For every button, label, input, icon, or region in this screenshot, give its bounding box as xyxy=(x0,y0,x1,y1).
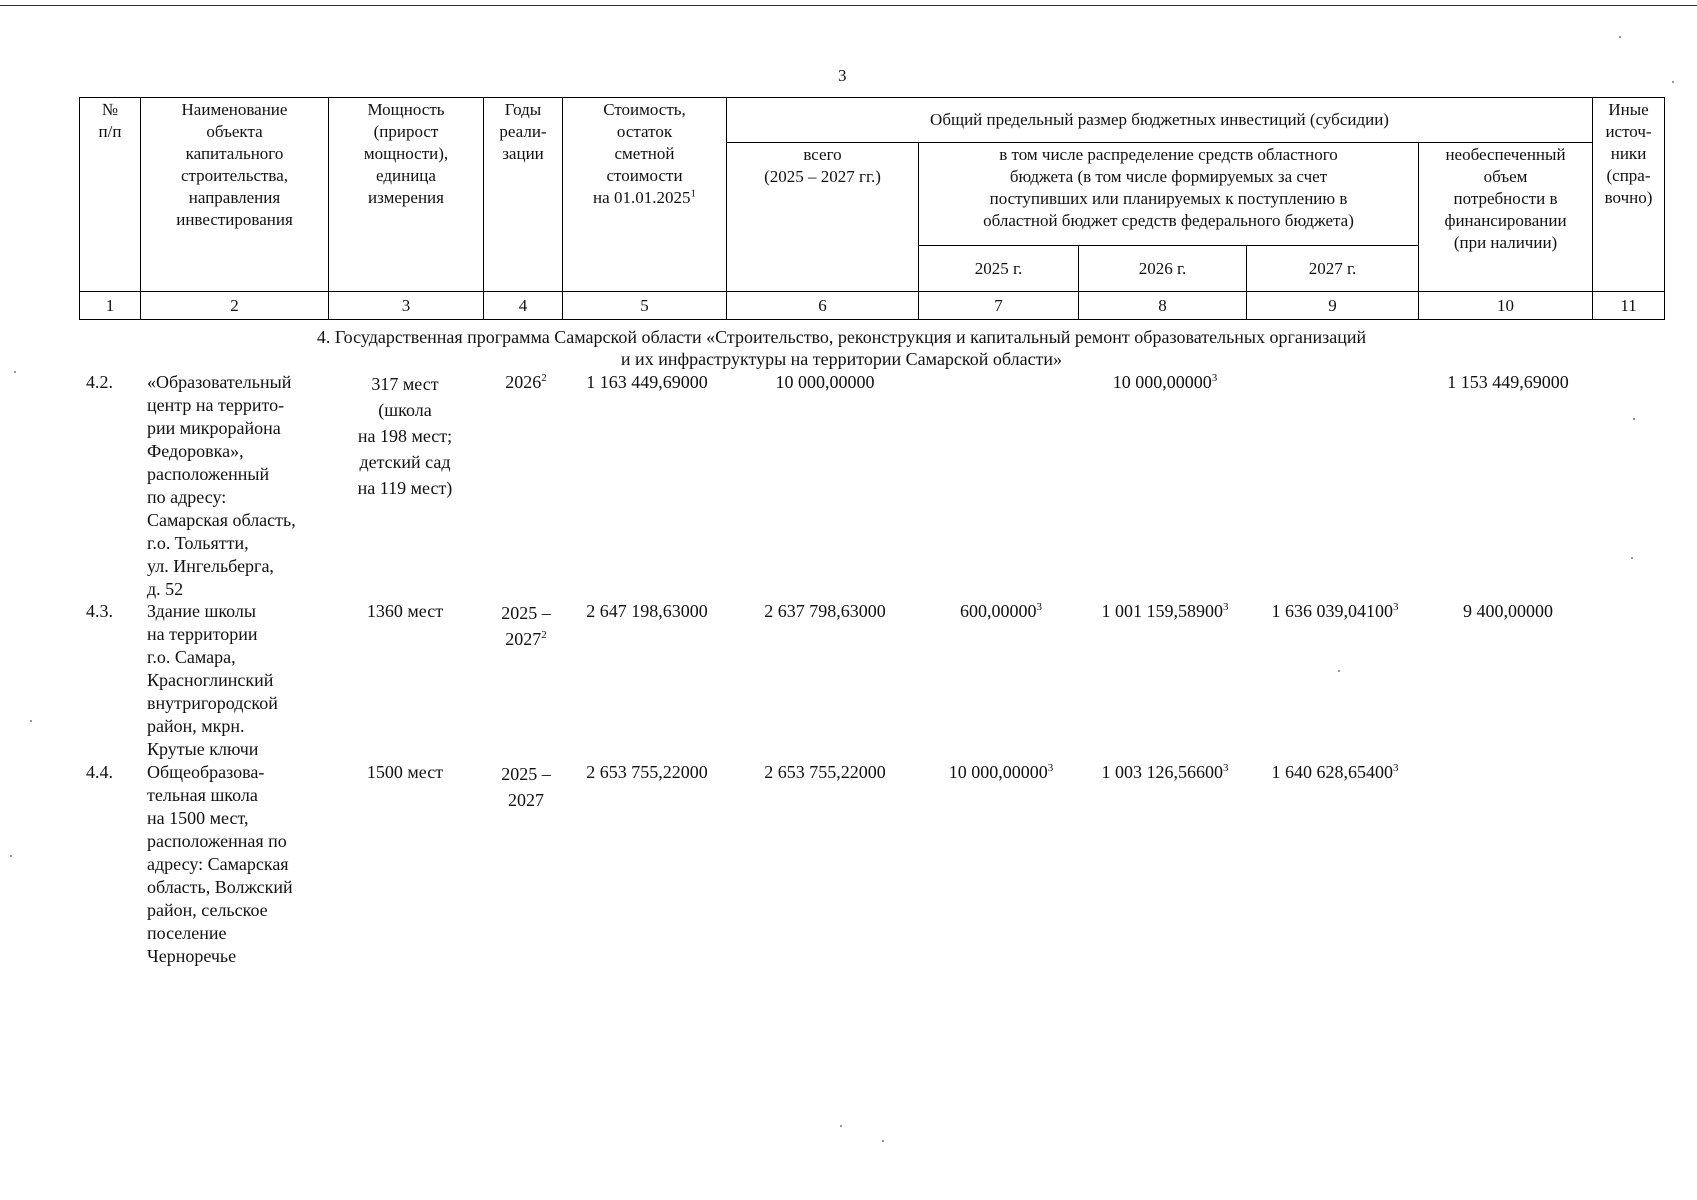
capacity: 317 мест (школа на 198 мест; детский сад на 119 мест) xyxy=(357,374,453,498)
amount-2025 xyxy=(922,761,1080,784)
object-name: «Образовательный центр на террито- рии микрорайона Федоровка», расположенный по адресу: Самарская область, г.о. Тольятти, ул. Ингельберга, д. 52 xyxy=(147,372,296,599)
unsecured: 1 153 449,69000 xyxy=(1447,372,1569,392)
section-title: 4. Государственная программа Самарской области «Строительство, реконструкция и капитальный ремонт образовательных организаций и их инфраструктуры на территории Самарской области» xyxy=(316,327,1367,369)
column-number: 5 xyxy=(563,292,727,320)
header-unsecured: необеспеченный объем потребности в финансировании (при наличии) xyxy=(1419,143,1593,292)
object-name: Общеобразова- тельная школа на 1500 мест, расположенная по адресу: Самарская область, Волжский район, сельское поселение Черноречье xyxy=(147,762,293,966)
scan-speck xyxy=(882,1140,884,1142)
header-years: Годы реали- зации xyxy=(484,98,563,292)
row-number: 4.3. xyxy=(86,601,113,621)
amount-2026-footnote: 3 xyxy=(1211,372,1218,384)
top-border-line xyxy=(0,5,1697,6)
object-name: Здание школы на территории г.о. Самара, Красноглинский внутригородской район, мкрн. Крутые ключи xyxy=(147,601,278,759)
scan-speck xyxy=(840,1125,842,1127)
years xyxy=(486,600,566,652)
amount-2026-footnote: 3 xyxy=(1223,601,1229,613)
column-number: 2 xyxy=(141,292,329,320)
amount-2026-text: 10 000,00000 xyxy=(1112,372,1212,392)
column-number: 10 xyxy=(1419,292,1593,320)
column-number: 6 xyxy=(727,292,919,320)
amount-2027-footnote: 3 xyxy=(1393,601,1399,613)
column-number: 1 xyxy=(80,292,141,320)
column-number: 7 xyxy=(919,292,1079,320)
column-number: 11 xyxy=(1593,292,1665,320)
cost: 2 647 198,63000 xyxy=(586,601,708,621)
scan-speck xyxy=(1672,81,1674,83)
header-year-2026: 2026 г. xyxy=(1079,246,1247,292)
amount-2026-footnote: 3 xyxy=(1223,762,1229,774)
amount-2026-text: 1 003 126,56600 xyxy=(1101,762,1223,782)
header-num: № п/п xyxy=(80,98,141,292)
capacity: 1500 мест xyxy=(366,762,444,782)
years-text: 2026 xyxy=(505,372,542,392)
header-regional: в том числе распределение средств областного бюджета (в том числе формируемых за счет поступивших или планируемых к поступлению в областной бюджет средств федерального бюджета) xyxy=(919,143,1419,246)
header-capacity: Мощность (прирост мощности), единица измерения xyxy=(329,98,484,292)
amount-2025-footnote: 3 xyxy=(1047,762,1054,774)
years-footnote: 2 xyxy=(541,372,547,384)
header-cost-footnote: 1 xyxy=(690,187,696,200)
page-number: 3 xyxy=(838,66,847,85)
scan-speck xyxy=(1619,36,1621,38)
row-number: 4.2. xyxy=(86,372,113,392)
amount-2026-text: 1 001 159,58900 xyxy=(1101,601,1223,621)
header-year-2025: 2025 г. xyxy=(919,246,1079,292)
header-other: Иные источ- ники (спра- вочно) xyxy=(1593,98,1665,292)
column-number: 8 xyxy=(1079,292,1247,320)
header-name: Наименование объекта капитального строительства, направления инвестирования xyxy=(141,98,329,292)
total: 10 000,00000 xyxy=(775,372,875,392)
header-total: всего (2025 – 2027 гг.) xyxy=(727,143,919,292)
cost: 2 653 755,22000 xyxy=(586,762,708,782)
header-cost xyxy=(563,98,727,292)
amount-2025-footnote: 3 xyxy=(1036,601,1042,613)
years-text: 2025 – 2027 xyxy=(501,764,551,810)
amount-2026 xyxy=(1082,761,1248,784)
scan-speck xyxy=(1338,670,1340,672)
unsecured: 9 400,00000 xyxy=(1463,601,1553,621)
capacity: 1360 мест xyxy=(366,601,444,621)
years-text: 2025 – 2027 xyxy=(501,603,551,649)
amount-2026 xyxy=(1082,600,1248,623)
years xyxy=(486,371,566,394)
years xyxy=(486,761,566,813)
total: 2 653 755,22000 xyxy=(764,762,886,782)
scan-speck xyxy=(1633,418,1635,420)
column-number: 3 xyxy=(329,292,484,320)
amount-2027-text: 1 636 039,04100 xyxy=(1271,601,1393,621)
amount-2027-text: 1 640 628,65400 xyxy=(1271,762,1393,782)
scan-speck xyxy=(10,855,12,857)
amount-2025-text: 10 000,00000 xyxy=(948,762,1048,782)
header-cost-text: Стоимость, остаток сметной стоимости на 01.01.2025 xyxy=(593,100,691,207)
amount-2025-text: 600,00000 xyxy=(960,601,1037,621)
amount-2027-footnote: 3 xyxy=(1393,762,1399,774)
cost: 1 163 449,69000 xyxy=(586,372,708,392)
header-table xyxy=(79,97,1665,320)
column-number: 9 xyxy=(1247,292,1419,320)
column-number: 4 xyxy=(484,292,563,320)
header-year-2027: 2027 г. xyxy=(1247,246,1419,292)
years-footnote: 2 xyxy=(541,629,547,641)
amount-2027 xyxy=(1250,761,1420,784)
scan-speck xyxy=(1631,557,1633,559)
amount-2025 xyxy=(922,600,1080,623)
scan-speck xyxy=(30,720,32,722)
row-number: 4.4. xyxy=(86,762,113,782)
amount-2027 xyxy=(1250,600,1420,623)
total: 2 637 798,63000 xyxy=(764,601,886,621)
scan-speck xyxy=(14,371,16,373)
amount-2026 xyxy=(1082,371,1248,394)
header-group-title: Общий предельный размер бюджетных инвестиций (субсидии) xyxy=(727,98,1593,143)
